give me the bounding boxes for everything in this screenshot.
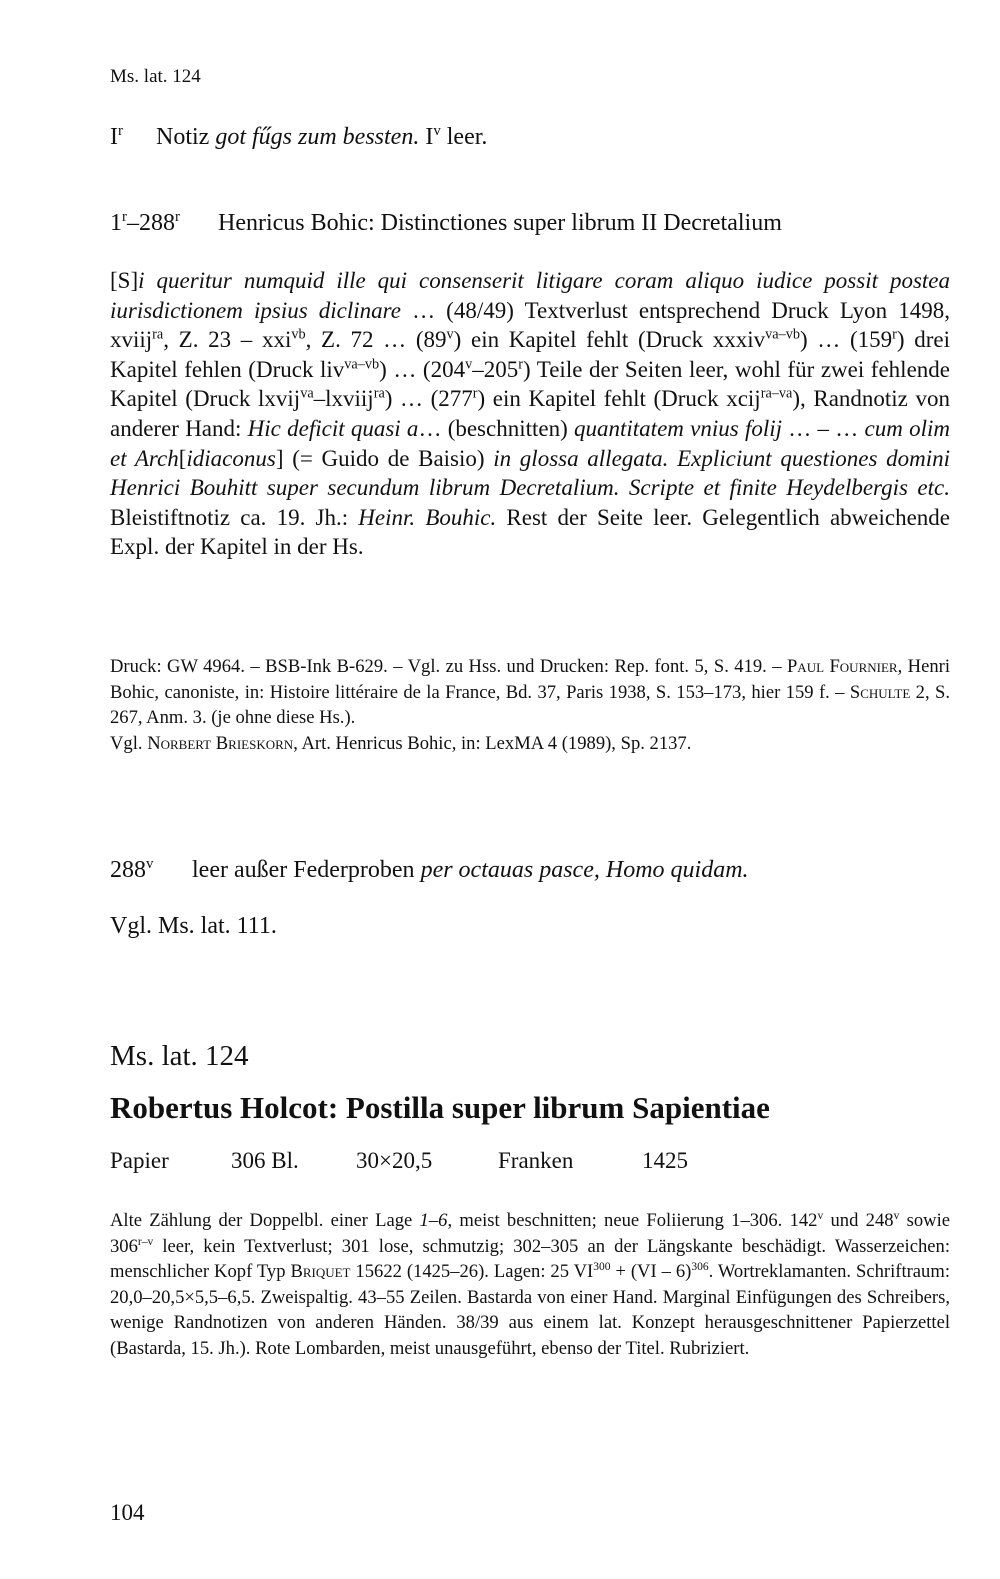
folio-label: 1$^r$–288$^r$ bbox=[110, 209, 180, 236]
bibliography-note: Druck: GW 4964. – BSB-Ink B-629. – Vgl. zu Hss. und Drucken: Rep. font. 5, S. 419. – Paul Fournier, Henri Bohic, canoniste, in: Histoire littéraire de la France, Bd. 37, Paris 1938, S. 153–173, hier 159 f. – Schulte 2, S. 267, Anm. 3. (je ohne diese Hs.). Vgl. Norbert Brieskorn, Art. Henricus Bohic, in: LexMA 4 (1989), Sp. 2137. bbox=[110, 656, 951, 754]
work-title: Henricus Bohic: Distinctiones super librum II Decretalium bbox=[218, 210, 782, 236]
codicological-description: Alte Zählung der Doppelbl. einer Lage 1–6, meist beschnitten; neue Foliierung 1–306. 142$^v$ und 248$^v$ sowie 306$^{r-v}$ leer, kein Textverlust; 301 lose, schmutzig; 302–305 an der Längskante beschädigt. Wasserzeichen: menschlicher Kopf Typ Briquet 15622 (1425–26). Lagen: 25 $VI^{300} + (VI - 6)^{306}$. Wortreklamanten. Schriftraum: 20,0–20,5×5,5–6,5. Zweispaltig. 43–55 Zeilen. Bastarda von einer Hand. Marginal Einfügungen des Schreibers, wenige Randnotizen von anderen Händen. 38/39 aus einem lat. Konzept herausgeschnittener Papierzettel (Bastarda, 15. Jh.). Rote Lombarden, meist unausgeführt, ebenso der Titel. Rubriziert. bbox=[110, 1209, 950, 1359]
content-description: [S]i queritur numquid ille qui consenserit litigare coram aliquo iudice possit postea iurisdictionem ipsius diclinare … (48/49) Textverlust entsprechend Druck Lyon 1498, xviij$^{ra}$, Z. 23 – xxi$^{vb}$, Z. 72 … (89$^v$) ein Kapitel fehlt (Druck xxxiv$^{va-vb}$) … (159$^r$) drei Kapitel fehlen (Druck liv$^{va-vb}$) … (204$^v$–205$^r$) Teile der Seiten leer, wohl für zwei fehlende Kapitel (Druck lxvij$^{va}$–lxviij$^{ra}$) … (277$^r$) ein Kapitel fehlt (Druck xcij$^{ra-va}$), Randnotiz von anderer Hand: Hic deficit quasi a… (beschnitten) quantitatem vnius folij … – … cum olim et Arch[idiaconus] (= Guido de Baisio) in glossa allegata. Expliciunt questiones domini Henrici Bouhitt super secundum librum Decretalium. Scripte et finite Heydelbergis etc. Bleistiftnotiz ca. 19. Jh.: Heinr. Bouhic. Rest der Seite leer. Gelegentlich abweichende Expl. der Kapitel in der Hs. bbox=[110, 268, 950, 560]
date: 1425 bbox=[642, 1148, 688, 1173]
folio-entry-endleaf: 288$^v$ leer außer Federproben per octauas pasce, Homo quidam. bbox=[110, 856, 749, 883]
folio-label: 288$^v$ bbox=[110, 856, 154, 883]
material: Papier bbox=[110, 1148, 169, 1173]
page-number: 104 bbox=[110, 1500, 145, 1525]
folio-entry-flyleaf: $I^r$ Notiz got fűgs zum bessten. $I^v$ leer. bbox=[110, 123, 488, 150]
leaf-count: 306 Bl. bbox=[231, 1148, 299, 1173]
dimensions: 30×20,5 bbox=[356, 1148, 433, 1173]
manuscript-shelfmark: Ms. lat. 124 bbox=[110, 1040, 249, 1072]
cross-reference: Vgl. Ms. lat. 111. bbox=[110, 913, 277, 939]
manuscript-heading: Robertus Holcot: Postilla super librum Sapientiae bbox=[110, 1090, 770, 1125]
folio-entry-main-text bbox=[110, 210, 782, 237]
running-head: Ms. lat. 124 bbox=[110, 66, 201, 87]
origin: Franken bbox=[498, 1148, 574, 1173]
folio-label: $I^r$ bbox=[110, 123, 123, 150]
